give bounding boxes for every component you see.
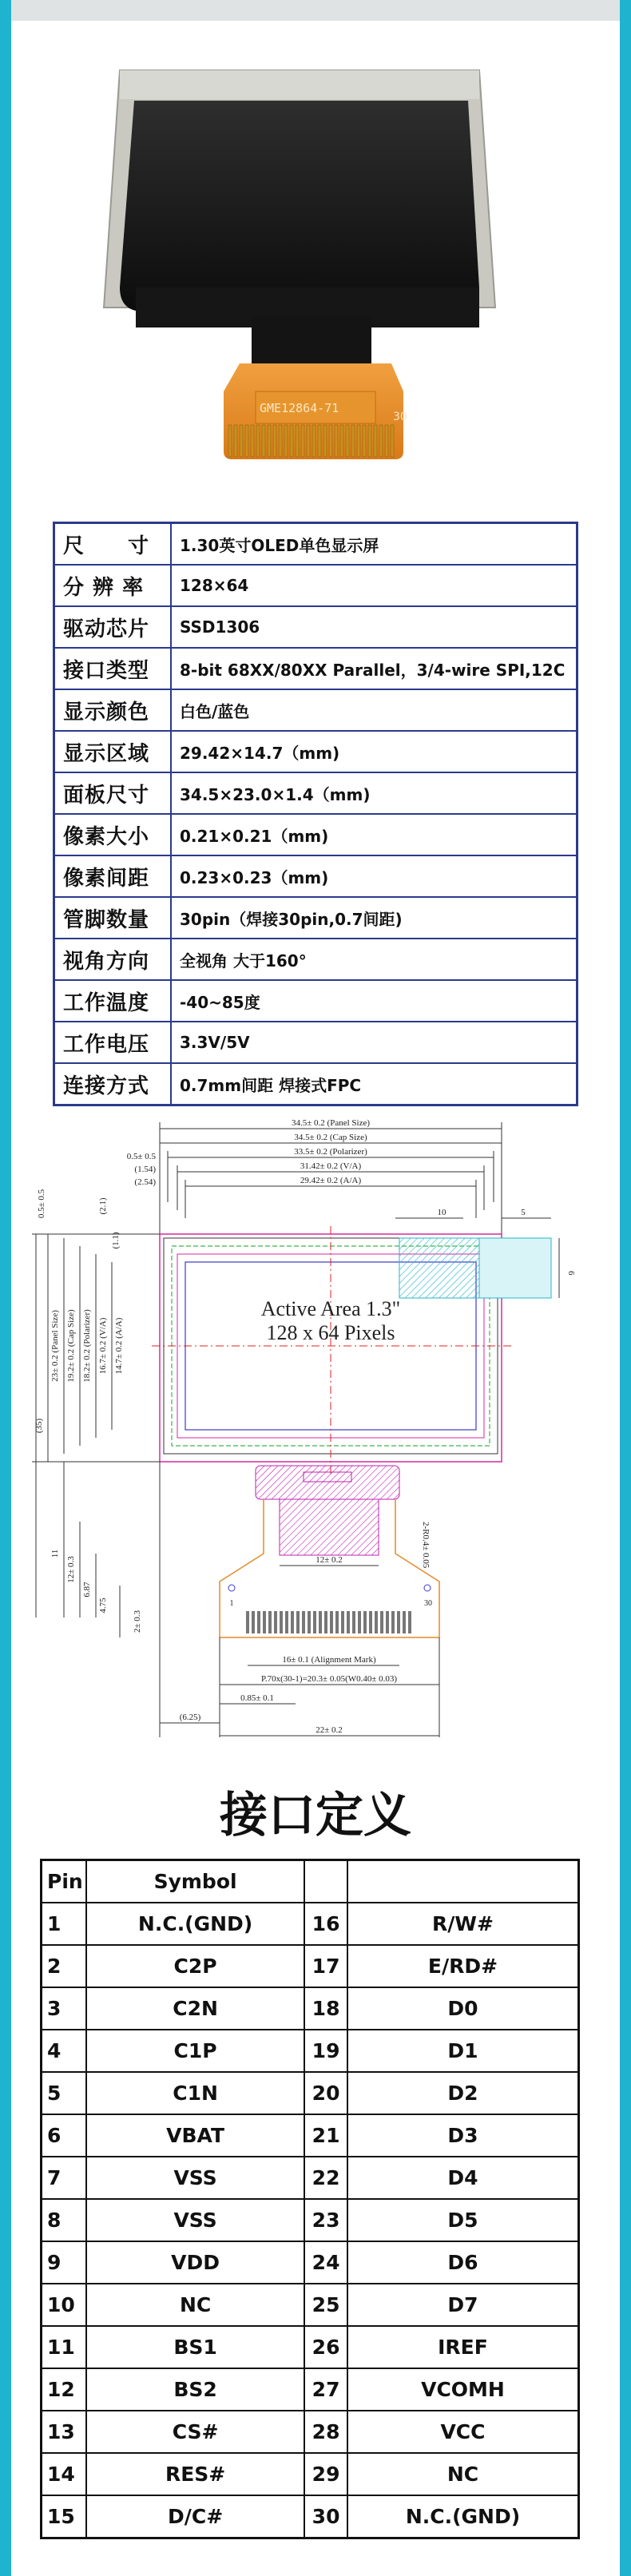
pin-row xyxy=(42,2495,579,2538)
dim-right-6: 6 xyxy=(566,1271,576,1276)
fpc-pad xyxy=(375,1611,378,1633)
dim-12: 12± 0.2 xyxy=(316,1555,343,1565)
fpc-pad xyxy=(291,1611,294,1633)
pin-section-title: 接口定义 xyxy=(220,1788,411,1844)
spec-value: 3.3V/5V xyxy=(171,1022,577,1063)
pin-symbol: D6 xyxy=(347,2241,579,2284)
gold-finger xyxy=(318,425,321,457)
fpc-pin30-label: 30 xyxy=(424,1599,432,1608)
pin-header-row xyxy=(42,1860,579,1903)
dim-v-va: 16.7± 0.2 (V/A) xyxy=(98,1317,108,1375)
panel-top-edge xyxy=(120,70,479,99)
gold-finger xyxy=(351,425,355,457)
pin-number: 23 xyxy=(304,2199,347,2241)
dim-v-12: 12± 0.3 xyxy=(66,1556,76,1583)
pin-row xyxy=(42,2284,579,2326)
pin-row xyxy=(42,2241,579,2284)
spec-label: 接口类型 xyxy=(54,648,172,689)
dim-v-panel: 23± 0.2 (Panel Size) xyxy=(50,1310,60,1382)
spec-value: 0.21×0.21（mm) xyxy=(171,814,577,855)
gold-finger xyxy=(374,425,377,457)
pin-row xyxy=(42,1987,579,2030)
pin-symbol: E/RD# xyxy=(347,1945,579,1987)
pin-symbol: VBAT xyxy=(86,2114,304,2157)
gold-finger xyxy=(357,425,360,457)
fpc-pad xyxy=(335,1611,339,1633)
gold-finger xyxy=(251,425,254,457)
pin-number: 22 xyxy=(304,2157,347,2199)
spec-value: 30pin（焊接30pin,0.7间距) xyxy=(171,897,577,939)
spec-row xyxy=(54,897,577,939)
fpc-pad xyxy=(302,1611,305,1633)
spec-row xyxy=(54,814,577,855)
fpc-pad xyxy=(296,1611,300,1633)
dim-v-aa: 14.7± 0.2 (A/A) xyxy=(114,1317,124,1375)
spec-label: 像素间距 xyxy=(54,855,172,897)
pin-number: 2 xyxy=(42,1945,86,1987)
spec-label: 显示区域 xyxy=(54,731,172,772)
spec-row xyxy=(54,648,577,689)
dimension-drawing xyxy=(0,1106,631,1761)
spec-label: 面板尺寸 xyxy=(54,772,172,814)
pin-symbol: R/W# xyxy=(347,1903,579,1945)
pin-symbol: D3 xyxy=(347,2114,579,2157)
dim-left-small-2: (2.54) xyxy=(134,1177,156,1187)
gold-finger xyxy=(284,425,288,457)
pin-number: 1 xyxy=(42,1903,86,1945)
spec-row xyxy=(54,939,577,980)
pin-symbol: D0 xyxy=(347,1987,579,2030)
fpc-pad xyxy=(263,1611,266,1633)
corner-hatch xyxy=(399,1238,479,1298)
gold-finger xyxy=(268,425,271,457)
dim-panel-size: 34.5± 0.2 (Panel Size) xyxy=(292,1118,370,1128)
dim-v-11: (1.1) xyxy=(111,1232,121,1249)
gold-finger xyxy=(273,425,276,457)
dim-625: (6.25) xyxy=(179,1713,201,1722)
fpc-pad xyxy=(330,1611,333,1633)
spec-label: 驱动芯片 xyxy=(54,606,172,648)
gold-finger xyxy=(256,425,260,457)
gold-finger xyxy=(340,425,343,457)
pin-number: 29 xyxy=(304,2453,347,2495)
pin-symbol: C1P xyxy=(86,2030,304,2072)
fpc-pad xyxy=(280,1611,283,1633)
pin-number: 17 xyxy=(304,1945,347,1987)
pin-number: 13 xyxy=(42,2411,86,2453)
dim-v-pol: 18.2± 0.2 (Polarizer) xyxy=(82,1309,92,1383)
fpc-pad xyxy=(268,1611,272,1633)
dim-aa: 29.42± 0.2 (A/A) xyxy=(300,1176,362,1185)
fpc-pad xyxy=(352,1611,355,1633)
fpc-pad xyxy=(313,1611,316,1633)
fpc-pad xyxy=(341,1611,344,1633)
spec-label: 显示颜色 xyxy=(54,689,172,731)
spec-value: 128×64 xyxy=(171,565,577,606)
fpc-pad xyxy=(324,1611,327,1633)
spec-row xyxy=(54,1063,577,1105)
display-area xyxy=(120,101,479,312)
gold-finger xyxy=(307,425,310,457)
pin-symbol: CS# xyxy=(86,2411,304,2453)
pin-symbol: D2 xyxy=(347,2072,579,2114)
pin-number: 4 xyxy=(42,2030,86,2072)
spec-value: 1.30英寸OLED单色显示屏 xyxy=(171,523,577,566)
gold-finger xyxy=(301,425,304,457)
gold-finger xyxy=(346,425,349,457)
spec-row xyxy=(54,855,577,897)
spec-row xyxy=(54,606,577,648)
pin-symbol: D1 xyxy=(347,2030,579,2072)
dim-v-35: (35) xyxy=(34,1418,44,1434)
pin-number: 24 xyxy=(304,2241,347,2284)
pin-number: 26 xyxy=(304,2326,347,2368)
pin-number: 21 xyxy=(304,2114,347,2157)
dim-v-687: 6.87 xyxy=(82,1582,92,1598)
spec-label: 工作温度 xyxy=(54,980,172,1022)
fpc-pad xyxy=(308,1611,311,1633)
pin-number: 11 xyxy=(42,2326,86,2368)
spec-table xyxy=(53,522,578,1106)
fpc-pad xyxy=(380,1611,383,1633)
pin-symbol: IREF xyxy=(347,2326,579,2368)
spec-row xyxy=(54,689,577,731)
pin-row xyxy=(42,2114,579,2157)
pin-table xyxy=(40,1859,580,2539)
pin-row xyxy=(42,2199,579,2241)
fpc-pad xyxy=(397,1611,400,1633)
dim-22: 22± 0.2 xyxy=(316,1725,343,1735)
dim-v-cap: 19.2± 0.2 (Cap Size) xyxy=(66,1309,76,1383)
pin-symbol: C2P xyxy=(86,1945,304,1987)
spec-value: 8-bit 68XX/80XX Parallel，3/4-wire SPI,12C xyxy=(171,648,577,689)
fpc-label: GME12864-71 xyxy=(260,401,339,415)
spec-label: 视角方向 xyxy=(54,939,172,980)
pin-number: 16 xyxy=(304,1903,347,1945)
pin-header-cell xyxy=(347,1860,579,1903)
gold-finger xyxy=(240,425,243,457)
dim-polarizer: 33.5± 0.2 (Polarizer) xyxy=(294,1147,367,1157)
pin-symbol: N.C.(GND) xyxy=(86,1903,304,1945)
pin-symbol: NC xyxy=(86,2284,304,2326)
pin-symbol: VSS xyxy=(86,2157,304,2199)
gold-finger xyxy=(323,425,327,457)
product-photo xyxy=(0,48,631,495)
fpc-pin1-label: 1 xyxy=(229,1599,234,1608)
corner-hatch-ext xyxy=(479,1238,551,1298)
gold-finger xyxy=(262,425,265,457)
fpc-pad xyxy=(319,1611,322,1633)
spec-row xyxy=(54,772,577,814)
gold-finger xyxy=(296,425,299,457)
spec-row xyxy=(54,565,577,606)
spec-row xyxy=(54,1022,577,1063)
pin-symbol: VSS xyxy=(86,2199,304,2241)
dim-v-11b: 11 xyxy=(50,1549,60,1558)
pin-number: 28 xyxy=(304,2411,347,2453)
gold-finger xyxy=(379,425,383,457)
gold-finger xyxy=(391,425,394,457)
pin-row xyxy=(42,2157,579,2199)
spec-label: 像素大小 xyxy=(54,814,172,855)
dim-cap-size: 34.5± 0.2 (Cap Size) xyxy=(294,1133,367,1142)
pin-symbol: VCC xyxy=(347,2411,579,2453)
pin-header-cell: Symbol xyxy=(86,1860,304,1903)
dim-085: 0.85± 0.1 xyxy=(240,1693,274,1703)
pin-symbol: C1N xyxy=(86,2072,304,2114)
gold-finger xyxy=(279,425,282,457)
fpc-pad xyxy=(369,1611,372,1633)
fpc-pad xyxy=(386,1611,389,1633)
spec-value: -40~85度 xyxy=(171,980,577,1022)
spec-value: 全视角 大于160° xyxy=(171,939,577,980)
dim-v-475: 4.75 xyxy=(98,1598,108,1613)
dim-r04: 2-R0.4± 0.05 xyxy=(421,1522,431,1569)
gold-finger xyxy=(363,425,366,457)
active-area-line1: Active Area 1.3" xyxy=(260,1297,401,1320)
fpc-pad xyxy=(285,1611,288,1633)
active-area-line2: 128 x 64 Pixels xyxy=(266,1321,395,1344)
pin-row xyxy=(42,2368,579,2411)
pin-number: 30 xyxy=(304,2495,347,2538)
pin-number: 14 xyxy=(42,2453,86,2495)
fpc-pad xyxy=(246,1611,249,1633)
spec-value: 29.42×14.7（mm) xyxy=(171,731,577,772)
fpc-pad xyxy=(408,1611,411,1633)
pin-number: 15 xyxy=(42,2495,86,2538)
dim-pitch: P.70x(30-1)=20.3± 0.05(W0.40± 0.03) xyxy=(260,1674,398,1684)
fpc-pad xyxy=(252,1611,255,1633)
pin-row xyxy=(42,2030,579,2072)
gold-finger xyxy=(245,425,248,457)
spec-value: 0.23×0.23（mm) xyxy=(171,855,577,897)
spec-label: 分 辨 率 xyxy=(54,565,172,606)
pin-symbol: N.C.(GND) xyxy=(347,2495,579,2538)
pin-symbol: D4 xyxy=(347,2157,579,2199)
spec-label: 管脚数量 xyxy=(54,897,172,939)
pin-row xyxy=(42,2326,579,2368)
fpc-pad xyxy=(403,1611,406,1633)
dim-right-10: 10 xyxy=(437,1208,446,1217)
dim-right-5: 5 xyxy=(521,1208,526,1217)
pin-number: 5 xyxy=(42,2072,86,2114)
fpc-pad xyxy=(257,1611,260,1633)
spec-row xyxy=(54,731,577,772)
pin-number: 25 xyxy=(304,2284,347,2326)
top-strip xyxy=(0,0,631,21)
pin-row xyxy=(42,2072,579,2114)
pin-symbol: D/C# xyxy=(86,2495,304,2538)
chip-hatch xyxy=(256,1466,399,1499)
gold-finger xyxy=(335,425,338,457)
pin-number: 20 xyxy=(304,2072,347,2114)
pin-symbol: VCOMH xyxy=(347,2368,579,2411)
pin-row xyxy=(42,2453,579,2495)
pin-symbol: BS1 xyxy=(86,2326,304,2368)
spec-value: 0.7mm间距 焊接式FPC xyxy=(171,1063,577,1105)
pin-number: 8 xyxy=(42,2199,86,2241)
dim-v-21: (2.1) xyxy=(98,1197,108,1215)
gold-finger xyxy=(329,425,332,457)
chip-lower-hatch xyxy=(280,1499,379,1555)
fpc-pad xyxy=(347,1611,350,1633)
fpc-pad xyxy=(274,1611,277,1633)
pin-symbol: D7 xyxy=(347,2284,579,2326)
pin-number: 9 xyxy=(42,2241,86,2284)
fpc-pad xyxy=(391,1611,395,1633)
spec-value: 白色/蓝色 xyxy=(171,689,577,731)
dim-v-2: 2± 0.3 xyxy=(133,1610,142,1633)
spec-label: 尺 寸 xyxy=(54,523,172,566)
pin-symbol: BS2 xyxy=(86,2368,304,2411)
gold-finger xyxy=(312,425,316,457)
dim-v-05: 0.5± 0.5 xyxy=(37,1189,46,1219)
pin-symbol: RES# xyxy=(86,2453,304,2495)
pin-number: 6 xyxy=(42,2114,86,2157)
dim-left-small-0: 0.5± 0.5 xyxy=(126,1152,156,1161)
dim-va: 31.42± 0.2 (V/A) xyxy=(300,1161,362,1171)
gold-finger xyxy=(228,425,232,457)
pin-header-cell xyxy=(304,1860,347,1903)
pin-row xyxy=(42,1903,579,1945)
pin-symbol: C2N xyxy=(86,1987,304,2030)
dim-left-small-1: (1.54) xyxy=(134,1165,156,1174)
pin-number: 3 xyxy=(42,1987,86,2030)
gold-finger xyxy=(234,425,237,457)
gold-finger xyxy=(385,425,388,457)
spec-value: SSD1306 xyxy=(171,606,577,648)
fpc-pad xyxy=(363,1611,367,1633)
pin-number: 7 xyxy=(42,2157,86,2199)
pin-number: 12 xyxy=(42,2368,86,2411)
dim-align-mark: 16± 0.1 (Alignment Mark) xyxy=(282,1655,376,1665)
pin-symbol: VDD xyxy=(86,2241,304,2284)
spec-row xyxy=(54,980,577,1022)
pin-row xyxy=(42,1945,579,1987)
pin-number: 19 xyxy=(304,2030,347,2072)
spec-label: 工作电压 xyxy=(54,1022,172,1063)
spec-label: 连接方式 xyxy=(54,1063,172,1105)
pin-number: 10 xyxy=(42,2284,86,2326)
spec-row xyxy=(54,523,577,566)
pin-header-cell: Pin xyxy=(42,1860,86,1903)
gold-finger xyxy=(290,425,293,457)
gold-finger xyxy=(368,425,371,457)
pin-number: 18 xyxy=(304,1987,347,2030)
pin-symbol: NC xyxy=(347,2453,579,2495)
pin-number: 27 xyxy=(304,2368,347,2411)
spec-value: 34.5×23.0×1.4（mm) xyxy=(171,772,577,814)
fpc-pin-count: 30 xyxy=(393,411,407,423)
pin-symbol: D5 xyxy=(347,2199,579,2241)
pin-row xyxy=(42,2411,579,2453)
fpc-pad xyxy=(358,1611,361,1633)
